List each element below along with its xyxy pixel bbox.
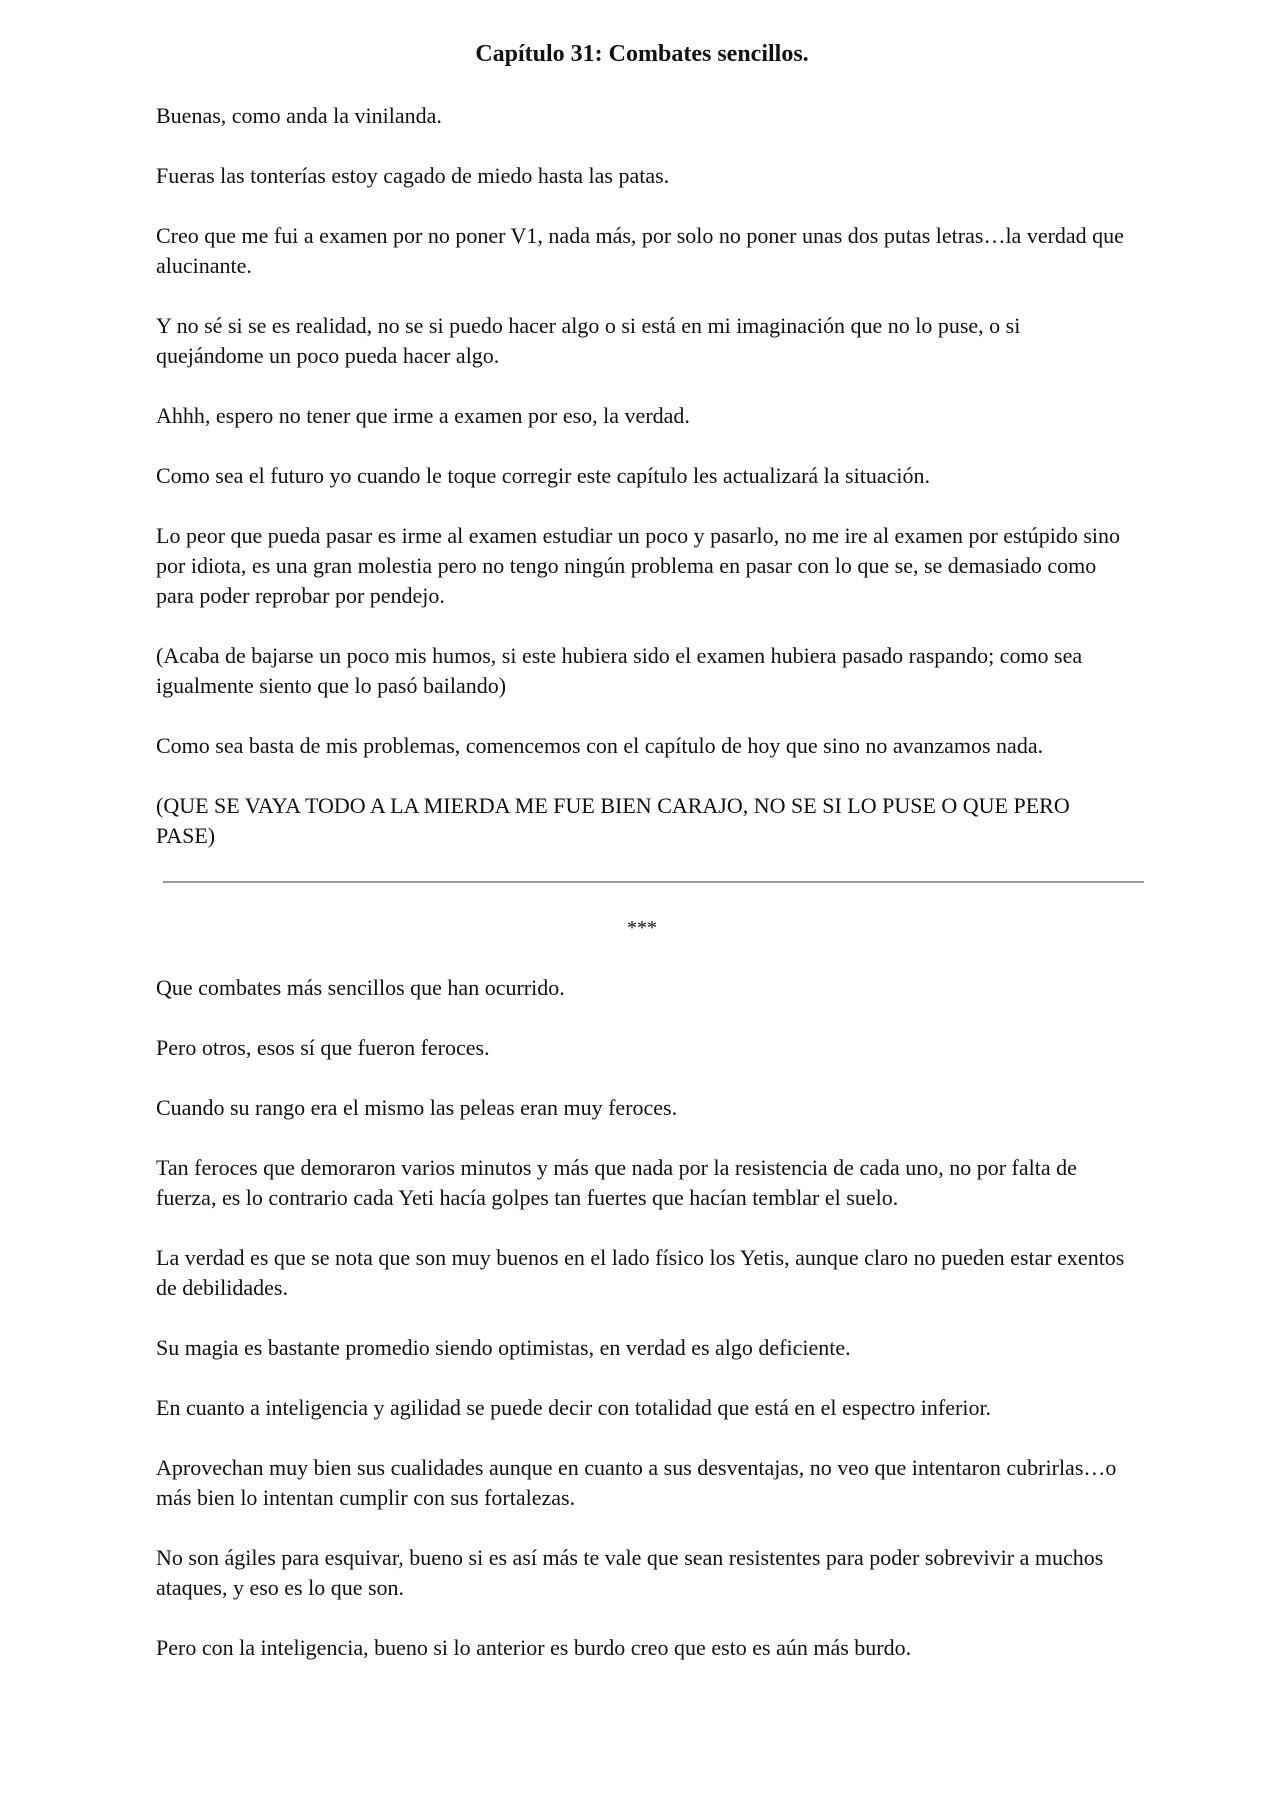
paragraph: Como sea el futuro yo cuando le toque corregir este capítulo les actualizará la situación. (156, 463, 930, 488)
paragraph: Como sea basta de mis problemas, comencemos con el capítulo de hoy que sino no avanzamos nada. (156, 733, 1044, 758)
body-section (156, 973, 1128, 1663)
paragraph: (Acaba de bajarse un poco mis humos, si este hubiera sido el examen hubiera pasado raspando; como sea igualmente siento que lo pasó bailando) (156, 643, 1083, 698)
horizontal-rule (163, 881, 1144, 883)
paragraph: Cuando su rango era el mismo las peleas eran muy feroces. (156, 1095, 678, 1120)
paragraph: Pero otros, esos sí que fueron feroces. (156, 1035, 490, 1060)
paragraph: Creo que me fui a examen por no poner V1, nada más, por solo no poner unas dos putas letras…la verdad que alucinante. (156, 223, 1124, 278)
paragraph: Pero con la inteligencia, bueno si lo anterior es burdo creo que esto es aún más burdo. (156, 1635, 912, 1660)
paragraph: Que combates más sencillos que han ocurrido. (156, 975, 565, 1000)
paragraph: No son ágiles para esquivar, bueno si es así más te vale que sean resistentes para poder sobrevivir a muchos ataques, y eso es lo que son. (156, 1545, 1104, 1600)
paragraph: Su magia es bastante promedio siendo optimistas, en verdad es algo deficiente. (156, 1335, 851, 1360)
paragraph: (QUE SE VAYA TODO A LA MIERDA ME FUE BIEN CARAJO, NO SE SI LO PUSE O QUE PERO PASE) (156, 793, 1070, 848)
chapter-title: Capítulo 31: Combates sencillos. (475, 41, 809, 67)
paragraph: La verdad es que se nota que son muy buenos en el lado físico los Yetis, aunque claro no pueden estar exentos de debilidades. (156, 1245, 1125, 1300)
paragraph: Aprovechan muy bien sus cualidades aunque en cuanto a sus desventajas, no veo que intentaron cubrirlas…o más bien lo intentan cumplir con sus fortalezas. (156, 1455, 1117, 1510)
paragraph: Lo peor que pueda pasar es irme al examen estudiar un poco y pasarlo, no me ire al examen por estúpido sino por idiota, es una gran molestia pero no tengo ningún problema en pasar con lo que se, se demasiado como para poder reprobar por pendejo. (156, 523, 1121, 608)
paragraph: Y no sé si se es realidad, no se si puedo hacer algo o si está en mi imaginación que no lo puse, o si quejándome un poco pueda hacer algo. (156, 313, 1021, 368)
paragraph: Tan feroces que demoraron varios minutos y más que nada por la resistencia de cada uno, no por falta de fuerza, es lo contrario cada Yeti hacía golpes tan fuertes que hacían temblar el suelo. (156, 1155, 1077, 1210)
scene-separator: *** (627, 917, 657, 939)
paragraph: Ahhh, espero no tener que irme a examen por eso, la verdad. (156, 403, 690, 428)
paragraph: En cuanto a inteligencia y agilidad se puede decir con totalidad que está en el espectro inferior. (156, 1395, 992, 1420)
paragraph: Fueras las tonterías estoy cagado de miedo hasta las patas. (156, 163, 670, 188)
paragraph: Buenas, como anda la vinilanda. (156, 103, 442, 128)
intro-section (156, 101, 1128, 851)
